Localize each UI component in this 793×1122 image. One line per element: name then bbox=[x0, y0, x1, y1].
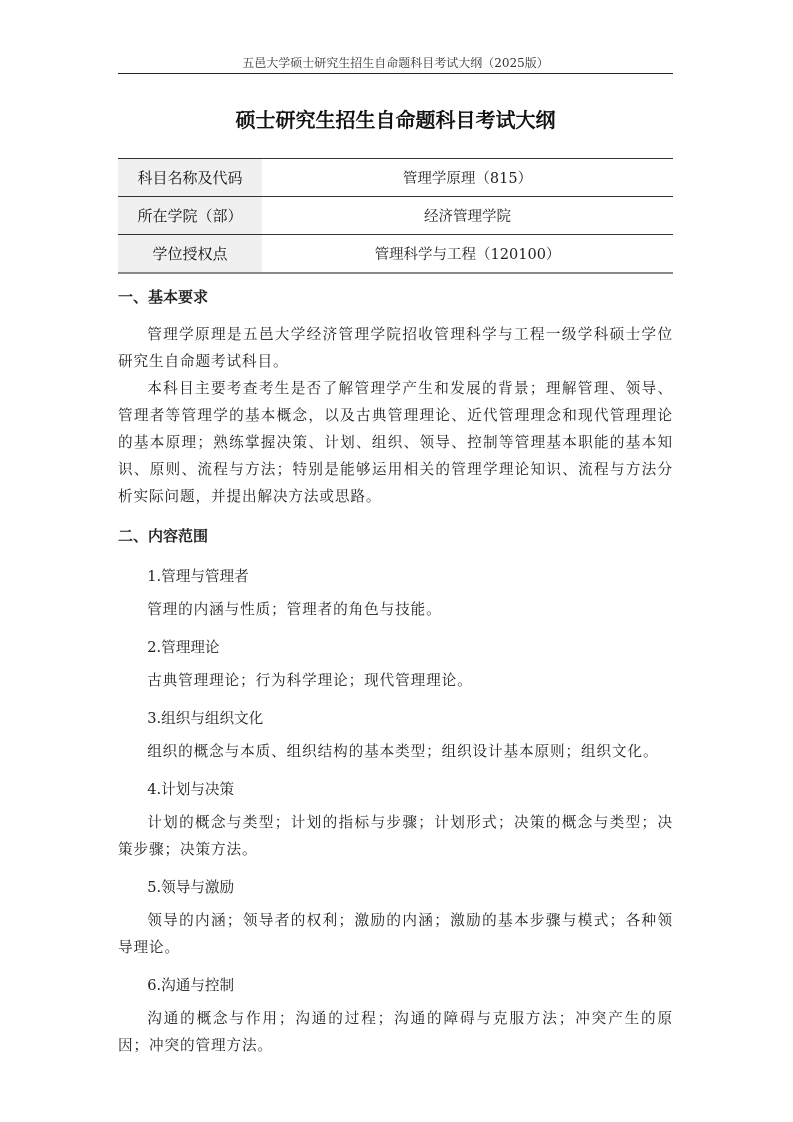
row-value: 经济管理学院 bbox=[262, 197, 673, 235]
item-desc: 领导的内涵；领导者的权利；激励的内涵；激励的基本步骤与模式；各种领导理论。 bbox=[118, 912, 673, 956]
table-row bbox=[118, 159, 673, 197]
item-desc: 组织的概念与本质、组织结构的基本类型；组织设计基本原则；组织文化。 bbox=[147, 743, 659, 760]
paragraph: 管理学原理是五邑大学经济管理学院招收管理科学与工程一级学科硕士学位研究生自命题考试科目。 bbox=[118, 326, 673, 370]
paragraph: 本科目主要考查考生是否了解管理学产生和发展的背景；理解管理、领导、管理者等管理学的基本概念，以及古典管理理论、近代管理理念和现代管理理论的基本原理；熟练掌握决策、计划、组织、领导、控制等管理基本职能的基本知识、原则、流程与方法；特别是能够运用相关的管理学理论知识、流程与方法分析实际问题，并提出解决方法或思路。 bbox=[118, 380, 673, 505]
document-body bbox=[118, 285, 673, 1067]
row-value: 管理科学与工程（120100） bbox=[262, 235, 673, 274]
page-title: 硕士研究生招生自命题科目考试大纲 bbox=[235, 108, 556, 132]
item-desc: 计划的概念与类型；计划的指标与步骤；计划形式；决策的概念与类型；决策步骤；决策方法。 bbox=[118, 814, 673, 858]
running-header: 五邑大学硕士研究生招生自命题科目考试大纲（2025版） bbox=[242, 56, 549, 70]
header-rule bbox=[118, 73, 673, 74]
section-heading: 一、基本要求 bbox=[118, 288, 209, 306]
row-label: 学位授权点 bbox=[118, 235, 262, 274]
row-label: 所在学院（部） bbox=[118, 197, 262, 235]
table-row bbox=[118, 235, 673, 274]
info-table bbox=[118, 158, 673, 274]
row-value: 管理学原理（815） bbox=[262, 159, 673, 197]
item-title: 4.计划与决策 bbox=[147, 781, 235, 798]
item-desc: 古典管理理论；行为科学理论；现代管理理论。 bbox=[147, 672, 473, 689]
item-title: 1.管理与管理者 bbox=[147, 568, 249, 585]
item-desc: 沟通的概念与作用；沟通的过程；沟通的障碍与克服方法；冲突产生的原因；冲突的管理方法。 bbox=[118, 1010, 673, 1054]
section-heading: 二、内容范围 bbox=[118, 527, 209, 545]
row-label: 科目名称及代码 bbox=[118, 159, 262, 197]
item-title: 3.组织与组织文化 bbox=[147, 710, 264, 727]
item-desc: 管理的内涵与性质；管理者的角色与技能。 bbox=[147, 601, 442, 618]
item-title: 2.管理理论 bbox=[147, 639, 220, 656]
item-title: 6.沟通与控制 bbox=[147, 977, 235, 994]
table-row bbox=[118, 197, 673, 235]
item-title: 5.领导与激励 bbox=[147, 879, 235, 896]
